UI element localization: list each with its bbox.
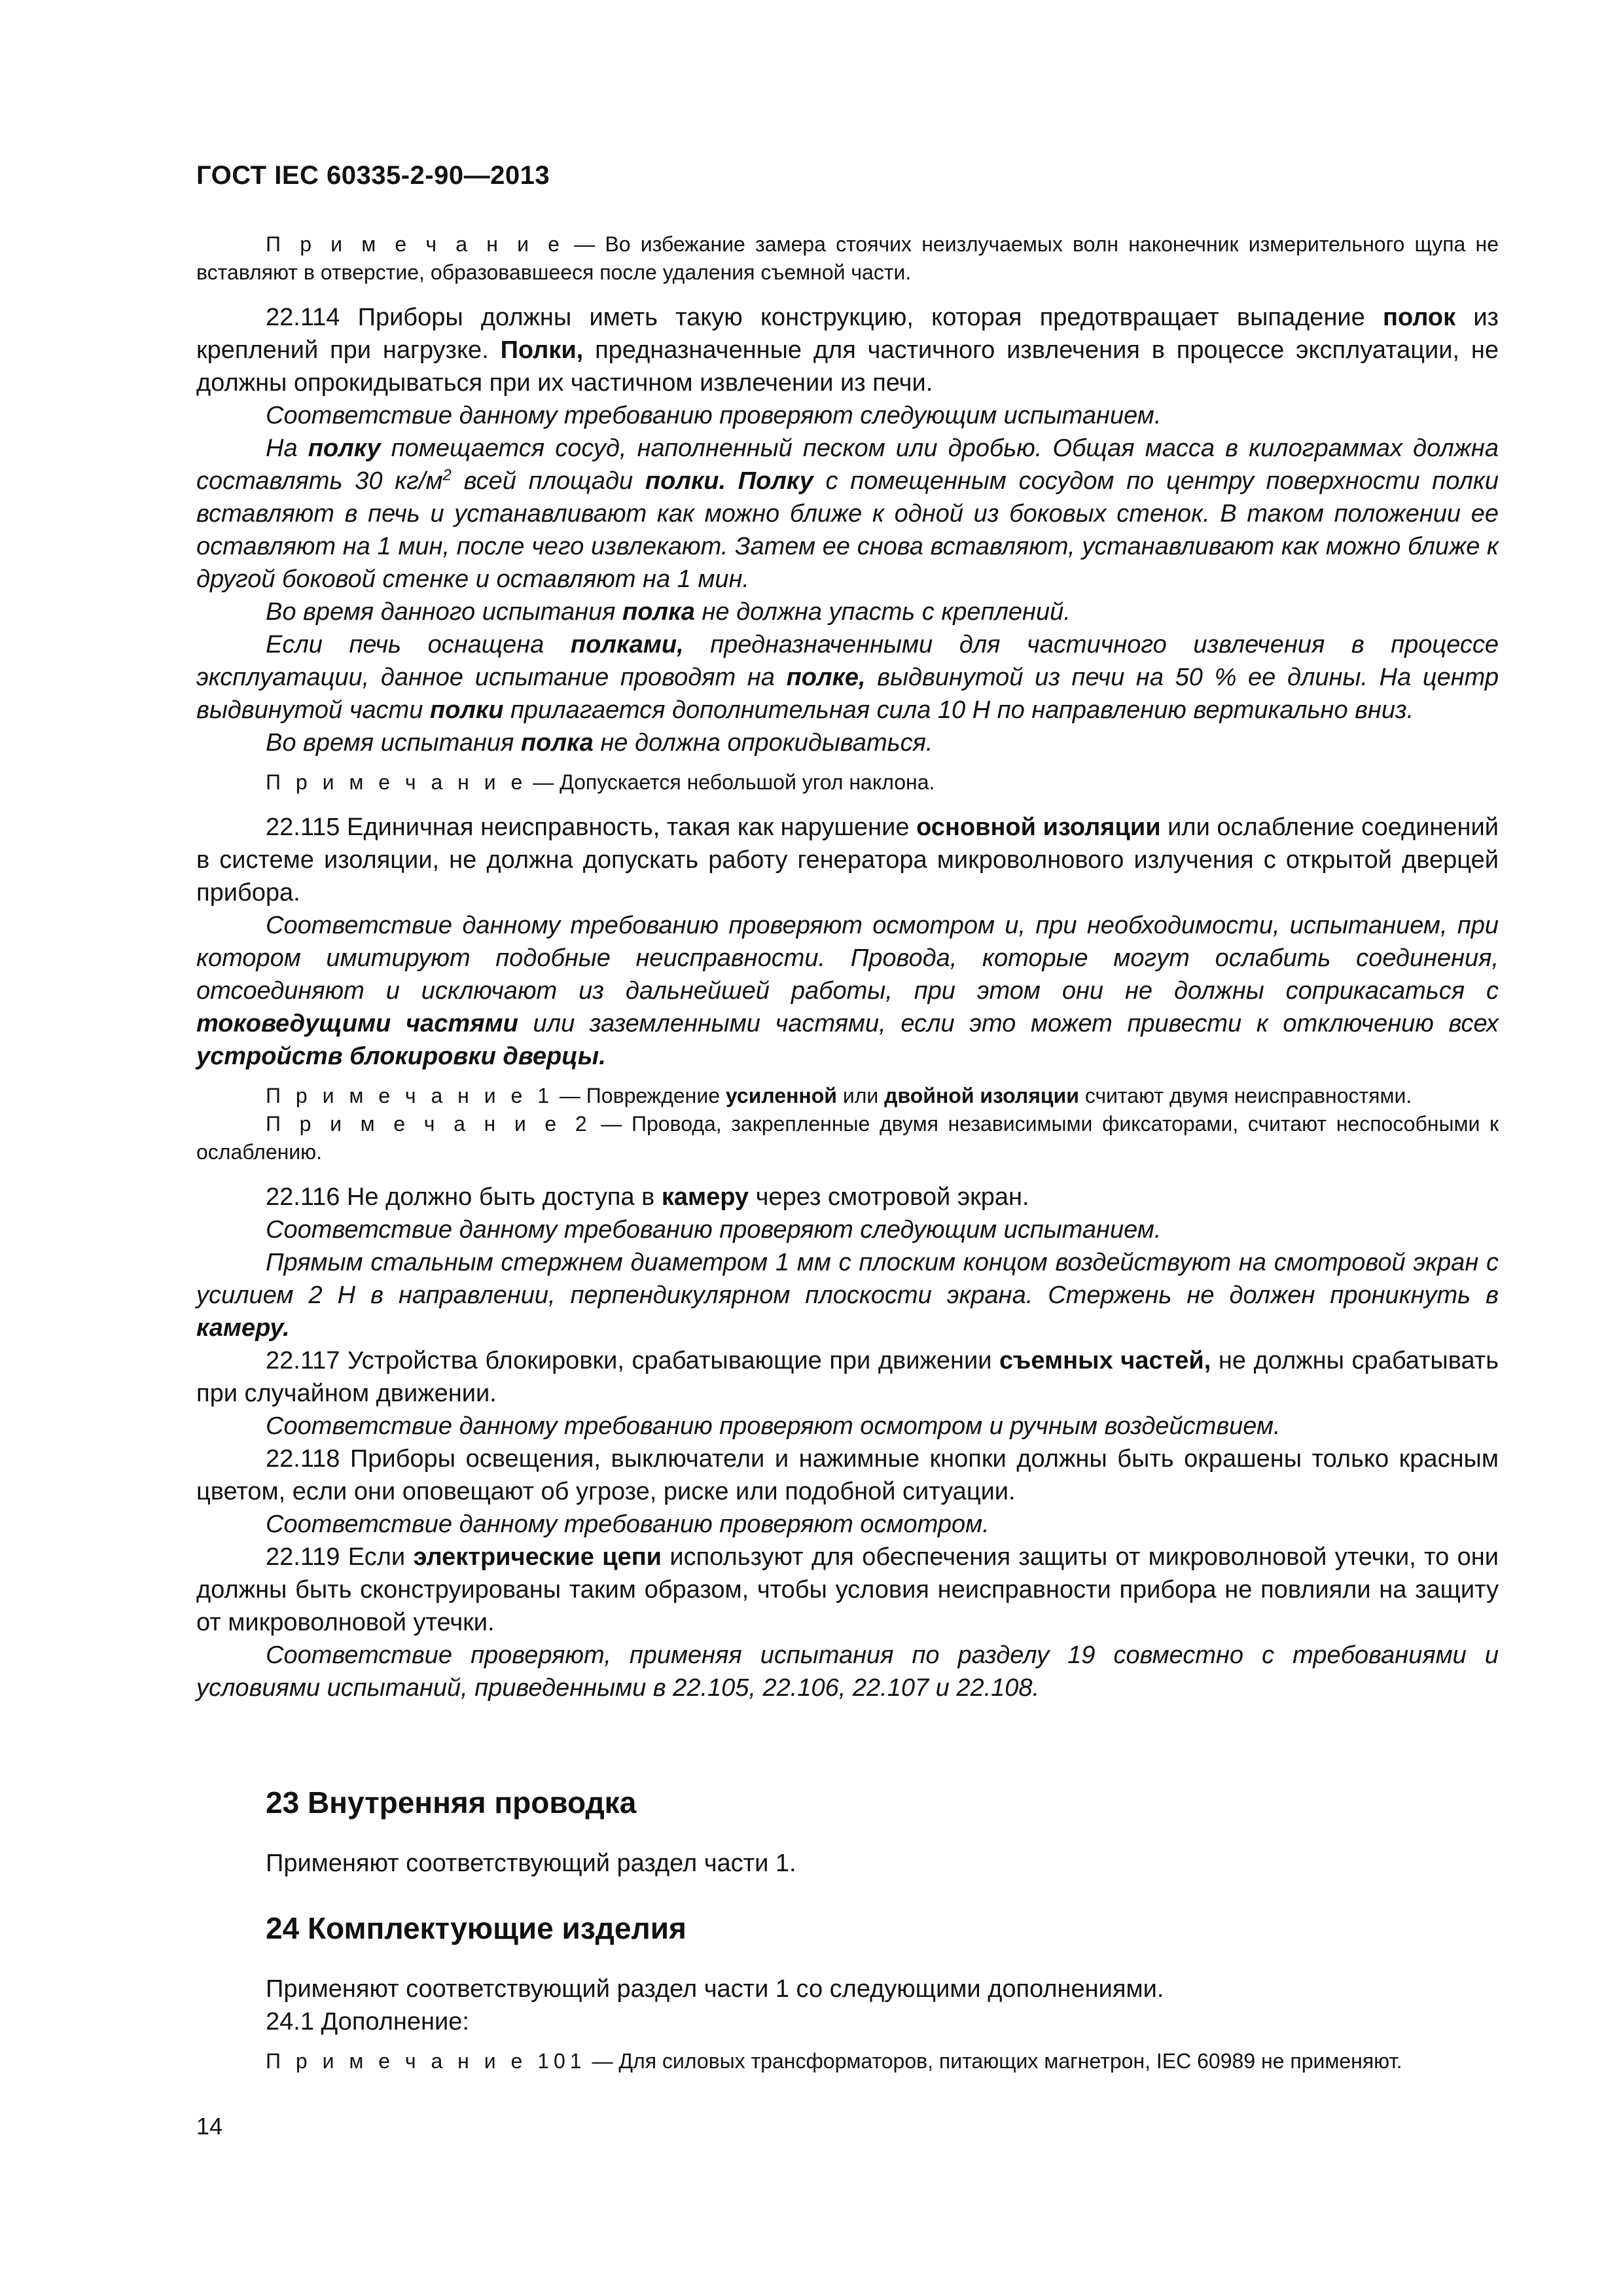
term-bold: Полки,: [500, 336, 584, 364]
test-text: предназначенными для частичного извлечения в процессе эксплуатации, данное испытание проводят на: [196, 631, 1499, 691]
document-body: [196, 230, 1499, 2075]
clause-text: или ослабление соединений в системе изоляции, не должна допускать работу генератора микроволнового излучения с открытой дверцей прибора.: [196, 814, 1499, 906]
note-text: — Повреждение: [553, 1084, 726, 1107]
note-text: считают двумя неисправностями.: [1079, 1084, 1412, 1107]
test-text: не должна опрокидываться.: [593, 729, 933, 757]
test-text: Во время испытания: [266, 729, 521, 757]
term-bold: полки. Полку: [645, 467, 813, 495]
note-text: или: [836, 1084, 885, 1107]
note-label: П р и м е ч а н и е: [266, 770, 527, 794]
term-bold: полке,: [786, 664, 866, 691]
note-label: П р и м е ч а н и е: [266, 232, 564, 256]
clause-text: через смотровой экран.: [749, 1183, 1029, 1211]
test-partial-extraction-22-114: [196, 628, 1499, 726]
clause-text: предназначенные для частичного извлечения в процессе эксплуатации, не должны опрокидываться при их частичном извлечении из печи.: [196, 336, 1499, 397]
note-text: — Во избежание замера стоячих неизлучаемых волн наконечник измерительного щупа не вставляют в отверстие, образовавшееся после удаления съемной части.: [196, 232, 1499, 284]
note-2-wires: [196, 1110, 1499, 1166]
note-label: П р и м е ч а н и е 1: [266, 1084, 554, 1107]
clause-text: не должны срабатывать при случайном движении.: [196, 1347, 1499, 1407]
compliance-22-118: Соответствие данному требованию проверяют осмотром.: [266, 1511, 990, 1538]
test-text: Соответствие данному требованию проверяют осмотром и, при необходимости, испытанием, при котором имитируют подобные неисправности. Провода, которые могут ослабить соединения, отсоединяют и исключают из дальнейшей работы, при этом они не должны соприкасаться с: [196, 912, 1499, 1005]
test-text: не должна упасть с креплений.: [694, 598, 1071, 626]
test-text: или заземленными частями, если это может привести к отключению всех: [518, 1010, 1499, 1037]
test-text: прилагается дополнительная сила 10 Н по направлению вертикально вниз.: [503, 696, 1414, 724]
note-1-insulation: [196, 1082, 1499, 1110]
test-text: Прямым стальным стержнем диаметром 1 мм с плоским концом воздействуют на смотровой экран с усилием 2 Н в направлении, перпендикулярном плоскости экрана. Стержень не должен проникнуть в: [196, 1249, 1499, 1309]
note-tilt: [196, 768, 1499, 797]
clause-text: используют для обеспечения защиты от микроволновой утечки, то они должны быть сконструированы таким образом, чтобы условия неисправности прибора не повлияли на защиту от микроволновой утечки.: [196, 1543, 1499, 1636]
compliance-22-115: [196, 909, 1499, 1073]
test-requirement-22-114: [196, 596, 1499, 628]
term-bold: полки: [429, 696, 504, 724]
note-text: — Для силовых трансформаторов, питающих магнетрон, IEC 60989 не применяют.: [586, 2049, 1402, 2073]
term-bold: полка: [622, 598, 695, 626]
note-text: — Провода, закрепленные двумя независимыми фиксаторами, считают неспособными к ослаблению.: [196, 1112, 1499, 1164]
term-bold: камеру: [661, 1183, 749, 1211]
section-24-heading: 24 Комплектующие изделия: [266, 1911, 687, 1945]
term-bold: камеру.: [196, 1314, 290, 1342]
compliance-22-117: Соответствие данному требованию проверяют осмотром и ручным воздействием.: [266, 1412, 1281, 1440]
clause-22-116: [196, 1181, 1499, 1213]
compliance-22-114: Соответствие данному требованию проверяют следующим испытанием.: [266, 402, 1162, 429]
clause-22-115: [196, 811, 1499, 909]
test-description-22-116: [196, 1246, 1499, 1344]
term-bold: съемных частей,: [999, 1347, 1211, 1374]
term-bold: двойной изоляции: [884, 1084, 1079, 1107]
clause-22-119: [196, 1541, 1499, 1639]
test-text: выдвинутой из печи на 50 % ее длины. На центр выдвинутой части: [196, 664, 1499, 724]
clause-22-114: [196, 301, 1499, 399]
note-label: П р и м е ч а н и е 101: [266, 2049, 586, 2073]
test-text: с помещенным сосудом по центру поверхности полки вставляют в печь и устанавливают как можно ближе к одной из боковых стенок. В таком положении ее оставляют на 1 мин, после чего извлекают. Затем ее снова вставляют, устанавливают как можно ближе к другой боковой стенке и оставляют на 1 мин.: [196, 467, 1499, 593]
note-101: [196, 2047, 1499, 2075]
term-bold: усиленной: [725, 1084, 837, 1107]
note-text: — Допускается небольшой угол наклона.: [527, 770, 935, 794]
clause-22-118: 22.118 Приборы освещения, выключатели и нажимные кнопки должны быть окрашены только красным цветом, если они оповещают об угрозе, риске или подобной ситуации.: [196, 1445, 1499, 1505]
clause-22-117: [196, 1344, 1499, 1410]
test-text: На: [266, 435, 308, 462]
term-bold: полок: [1383, 304, 1456, 331]
test-text: всей площади: [451, 467, 645, 495]
clause-text: 22.115 Единичная неисправность, такая как нарушение: [266, 814, 917, 841]
clause-text: 22.117 Устройства блокировки, срабатывающие при движении: [266, 1347, 1000, 1374]
term-bold: токоведущими частями: [196, 1010, 518, 1037]
section-24-text: Применяют соответствующий раздел части 1 со следующими дополнениями.: [266, 1975, 1164, 2003]
superscript: 2: [442, 466, 452, 484]
note-probe: [196, 230, 1499, 287]
term-bold: устройств блокировки дверцы.: [196, 1043, 606, 1070]
term-bold: полками,: [570, 631, 684, 658]
test-tipping-22-114: [196, 726, 1499, 759]
test-description-22-114: [196, 432, 1499, 596]
section-23-heading: 23 Внутренняя проводка: [266, 1785, 637, 1820]
compliance-22-119: Соответствие проверяют, применяя испытания по разделу 19 совместно с требованиями и условиями испытаний, приведенными в 22.105, 22.106, 22.107 и 22.108.: [196, 1641, 1499, 1702]
term-bold: основной изоляции: [916, 814, 1161, 841]
term-bold: полка: [520, 729, 594, 757]
page-number: 14: [196, 2113, 223, 2140]
subsection-24-1: 24.1 Дополнение:: [266, 2008, 469, 2036]
term-bold: электрические цепи: [413, 1543, 662, 1571]
test-text: Если печь оснащена: [266, 631, 571, 658]
clause-text: 22.114 Приборы должны иметь такую конструкцию, которая предотвращает выпадение: [266, 304, 1383, 331]
note-label: П р и м е ч а н и е 2: [266, 1112, 592, 1136]
test-text: помещается сосуд, наполненный песком или дробью. Общая масса в килограммах должна составлять 30 кг/м: [196, 435, 1499, 495]
test-text: Во время данного испытания: [266, 598, 622, 626]
term-bold: полку: [308, 435, 381, 462]
section-23-text: Применяют соответствующий раздел части 1.: [266, 1850, 796, 1877]
clause-text: 22.116 Не должно быть доступа в: [266, 1183, 662, 1211]
clause-text: из креплений при нагрузке.: [196, 304, 1499, 364]
compliance-22-116: Соответствие данному требованию проверяют следующим испытанием.: [266, 1216, 1162, 1244]
clause-text: 22.119 Если: [266, 1543, 414, 1571]
document-header: ГОСТ IEC 60335-2-90—2013: [196, 161, 550, 190]
